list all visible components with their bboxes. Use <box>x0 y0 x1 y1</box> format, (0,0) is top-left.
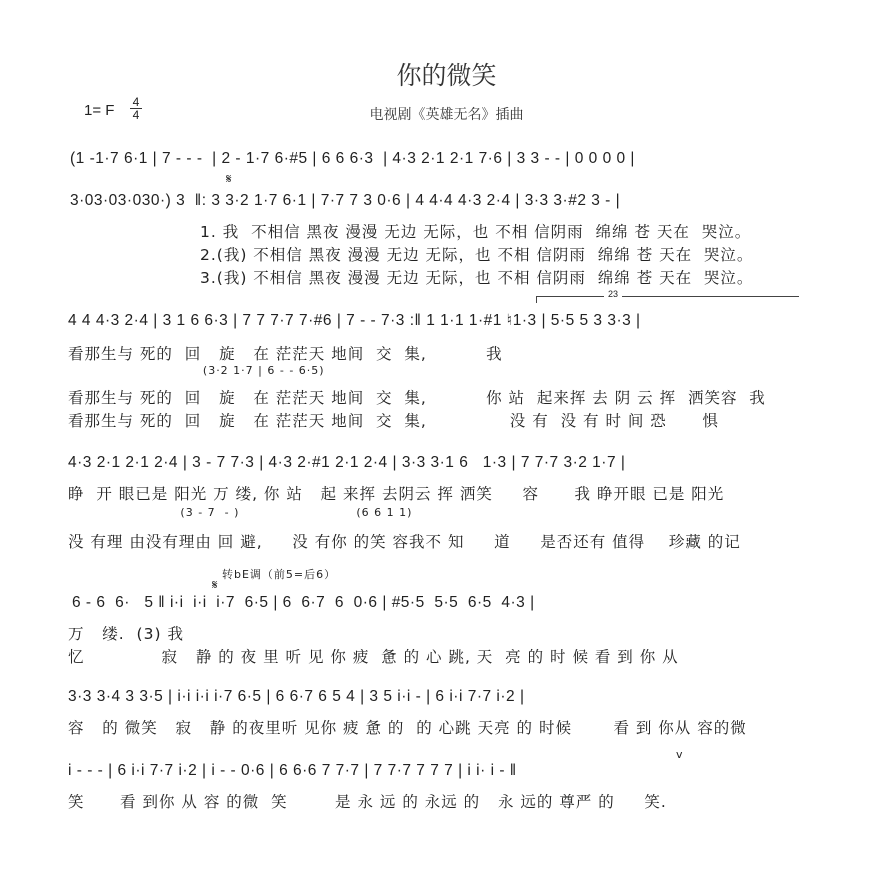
system-5-lyric-1: 万 缕. (3) 我 <box>68 625 184 643</box>
system-3-lyric-3: 看那生与 死的 回 旋 在 茫茫天 地间 交 集, 没 有 没 有 时 间 恐 惧 <box>68 412 719 430</box>
system-6-lyric-1: 容 的 微笑 寂 静 的夜里听 见你 疲 惫 的 的 心跳 天亮 的 时候 看 到 你从 容的微 <box>68 719 747 737</box>
breath-mark: v <box>676 748 684 761</box>
system-4-lyric-2: 没 有理 由没有理由 回 避, 没 有你 的笑 容我不 知 道 是否还有 值得 珍藏 的记 <box>68 533 741 551</box>
system-3-interlude: (3·2 1·7 | 6 - - 6·5) <box>68 364 325 377</box>
system-2-notes: 3·03·03·030·) 3 ‖: 3 3·2 1·7 6·1 | 7·7 7 3 0·6 | 4 4·4 4·3 2·4 | 3·3 3·#2 3 - | <box>70 192 621 209</box>
segno-icon: 𝄋 <box>226 172 232 187</box>
key-signature: 1= F <box>84 102 115 119</box>
system-3-notes: 4 4 4·3 2·4 | 3 1 6 6·3 | 7 7 7·7 7·#6 | 7 - - 7·3 :‖ 1 1·1 1·#1 ♮1·3 | 5·5 5 3 3·3 | <box>68 312 641 329</box>
song-title: 你的微笑 <box>396 61 497 90</box>
system-4-notes: 4·3 2·1 2·1 2·4 | 3 - 7 7·3 | 4·3 2·#1 2·1 2·4 | 3·3 3·1 6 1·3 | 7 7·7 3·2 1·7 | <box>68 454 626 471</box>
volta-bracket-label: 23 <box>604 289 622 299</box>
system-5-lyric-2: 忆 寂 静 的 夜 里 听 见 你 疲 惫 的 心 跳, 天 亮 的 时 候 看 到 你 从 <box>68 648 679 666</box>
segno-icon-2: 𝄋 <box>212 578 218 593</box>
system-4-interlude: (3 - 7 - ) (6 6 1 1) <box>68 506 413 519</box>
modulation-note: 转bE调（前5=后6） <box>222 568 337 581</box>
system-1-notes: (1 -1·7 6·1 | 7 - - - | 2 - 1·7 6·#5 | 6 6 6·3 | 4·3 2·1 2·1 7·6 | 3 3 - - | 0 0 0 0 | <box>70 150 635 167</box>
system-2-lyric-1: 1. 我 不相信 黑夜 漫漫 无边 无际，也 不相 信阴雨 绵绵 苍 天在 哭泣。 <box>200 223 752 241</box>
system-3-lyric-2: 看那生与 死的 回 旋 在 茫茫天 地间 交 集, 你 站 起来挥 去 阴 云 挥 洒笑容 我 <box>68 389 766 407</box>
system-2-lyric-3: 3.(我) 不相信 黑夜 漫漫 无边 无际，也 不相 信阴雨 绵绵 苍 天在 哭泣。 <box>200 269 754 287</box>
volta-bracket <box>536 296 799 303</box>
system-4-lyric-1: 睁 开 眼已是 阳光 万 缕, 你 站 起 来挥 去阴云 挥 洒笑 容 我 睁开眼 已是 阳光 <box>68 485 725 503</box>
time-signature-top: 4 <box>130 96 142 109</box>
system-5-notes: 6 - 6 6· 5 ‖ i·i i·i i·7 6·5 | 6 6·7 6 0·6 | #5·5 5·5 6·5 4·3 | <box>72 594 535 611</box>
system-6-notes: 3·3 3·4 3 3·5 | i·i i·i i·7 6·5 | 6 6·7 6 5 4 | 3 5 i·i - | 6 i·i 7·7 i·2 | <box>68 688 525 705</box>
song-subtitle: 电视剧《英雄无名》插曲 <box>369 107 524 123</box>
system-2-lyric-2: 2.(我) 不相信 黑夜 漫漫 无边 无际，也 不相 信阴雨 绵绵 苍 天在 哭泣。 <box>200 246 754 264</box>
time-signature-bottom: 4 <box>132 108 140 122</box>
system-7-lyric-1: 笑 看 到你 从 容 的微 笑 是 永 远 的 永远 的 永 远的 尊严 的 笑. <box>68 793 667 811</box>
system-7-notes: i - - - | 6 i·i 7·7 i·2 | i - - 0·6 | 6 6·6 7 7·7 | 7 7·7 7 7 7 | i i· i - ‖ <box>68 762 517 779</box>
system-3-lyric-1: 看那生与 死的 回 旋 在 茫茫天 地间 交 集, 我 <box>68 345 503 363</box>
